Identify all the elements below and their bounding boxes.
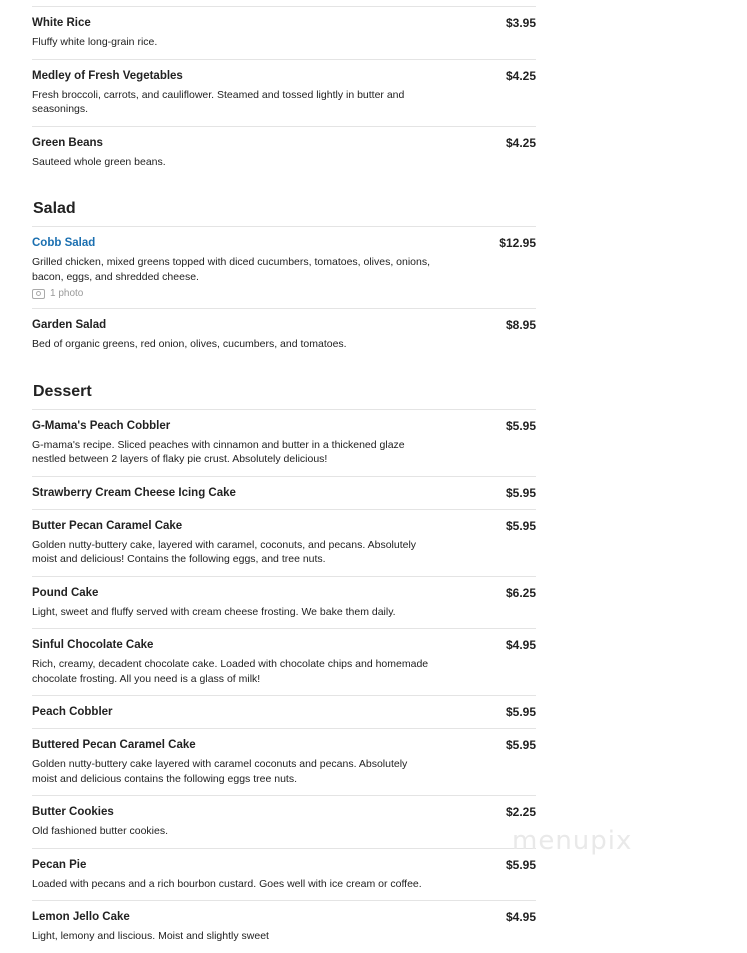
item-description: Rich, creamy, decadent chocolate cake. Loaded with chocolate chips and homemade chocolate frosting. All you need is a glass of milk! xyxy=(32,658,429,685)
item-name: Pound Cake xyxy=(32,586,99,599)
item-name: Butter Cookies xyxy=(32,806,114,818)
menu-item xyxy=(32,848,536,901)
item-description: Old fashioned butter cookies. xyxy=(32,825,168,837)
menu-item xyxy=(32,308,536,361)
menu-item xyxy=(32,628,536,695)
item-description: G-mama's recipe. Sliced peaches with cinnamon and butter in a thickened glaze nestled between 2 layers of flaky pie crust. Absolutely delicious! xyxy=(32,438,405,465)
item-name: G-Mama's Peach Cobbler xyxy=(32,419,171,432)
item-price: $4.25 xyxy=(505,68,536,83)
watermark-logo: menupix xyxy=(512,826,633,856)
menu-item xyxy=(32,409,536,476)
item-name: Pecan Pie xyxy=(32,858,87,871)
item-name: White Rice xyxy=(32,17,91,29)
item-price: $5.95 xyxy=(505,485,536,500)
item-name: Buttered Pecan Caramel Cake xyxy=(32,739,196,751)
photo-count: 1 photo xyxy=(50,288,84,299)
item-price: $3.95 xyxy=(505,16,536,30)
menu-item xyxy=(32,728,536,795)
menu-item xyxy=(32,900,536,953)
item-price: $4.95 xyxy=(505,910,536,924)
item-description: Golden nutty-buttery cake, layered with caramel, coconuts, and pecans. Absolutely moist and delicious! Contains the following eggs, and tree nuts. xyxy=(32,538,417,565)
item-description: Bed of organic greens, red onion, olives, cucumbers, and tomatoes. xyxy=(32,338,347,350)
item-name: Sinful Chocolate Cake xyxy=(32,639,154,651)
menu-item xyxy=(32,126,536,179)
item-price: $5.95 xyxy=(505,857,536,872)
section-title: Salad xyxy=(33,200,76,217)
camera-icon xyxy=(32,289,45,299)
item-name: Butter Pecan Caramel Cake xyxy=(32,519,183,532)
item-description: Fluffy white long-grain rice. xyxy=(32,36,158,48)
item-price: $12.95 xyxy=(499,236,536,250)
item-price: $4.95 xyxy=(505,638,536,652)
item-name: Medley of Fresh Vegetables xyxy=(32,69,183,82)
menu-item xyxy=(32,695,536,728)
menu-item xyxy=(32,509,536,576)
item-name: Lemon Jello Cake xyxy=(32,911,130,923)
item-price: $5.95 xyxy=(505,418,536,433)
item-description: Golden nutty-buttery cake layered with caramel coconuts and pecans. Absolutely moist and delicious contains the following eggs tree nuts. xyxy=(32,758,408,785)
item-description: Grilled chicken, mixed greens topped with diced cucumbers, tomatoes, olives, onions, bacon, eggs, and shredded cheese. xyxy=(32,256,431,283)
item-price: $4.25 xyxy=(505,135,536,150)
item-name: Green Beans xyxy=(32,136,103,149)
menu-item xyxy=(32,476,536,509)
menu-item xyxy=(32,795,536,848)
section-salad xyxy=(32,178,536,361)
item-price: $2.25 xyxy=(505,805,536,819)
photo-link[interactable] xyxy=(32,288,536,299)
item-name: Peach Cobbler xyxy=(32,706,113,718)
item-name-link[interactable]: Cobb Salad xyxy=(32,237,96,249)
item-price: $8.95 xyxy=(505,318,536,332)
item-description: Loaded with pecans and a rich bourbon custard. Goes well with ice cream or coffee. xyxy=(32,877,422,890)
section-sides xyxy=(32,6,536,178)
item-description: Fresh broccoli, carrots, and cauliflower. Steamed and tossed lightly in butter and seasonings. xyxy=(32,88,405,115)
menu xyxy=(32,6,536,953)
section-dessert xyxy=(32,361,536,953)
menu-item xyxy=(32,59,536,126)
item-price: $6.25 xyxy=(505,585,536,600)
menu-item xyxy=(32,576,536,629)
item-name: Garden Salad xyxy=(32,319,107,331)
item-name: Strawberry Cream Cheese Icing Cake xyxy=(32,486,236,499)
item-description: Light, sweet and fluffy served with cream cheese frosting. We bake them daily. xyxy=(32,605,396,618)
section-title: Dessert xyxy=(33,382,92,400)
item-description: Sauteed whole green beans. xyxy=(32,155,166,168)
item-description: Light, lemony and liscious. Moist and slightly sweet xyxy=(32,930,269,942)
menu-item[interactable] xyxy=(32,226,536,308)
menu-item xyxy=(32,6,536,59)
item-price: $5.95 xyxy=(505,518,536,533)
item-price: $5.95 xyxy=(505,705,536,719)
item-price: $5.95 xyxy=(505,738,536,752)
